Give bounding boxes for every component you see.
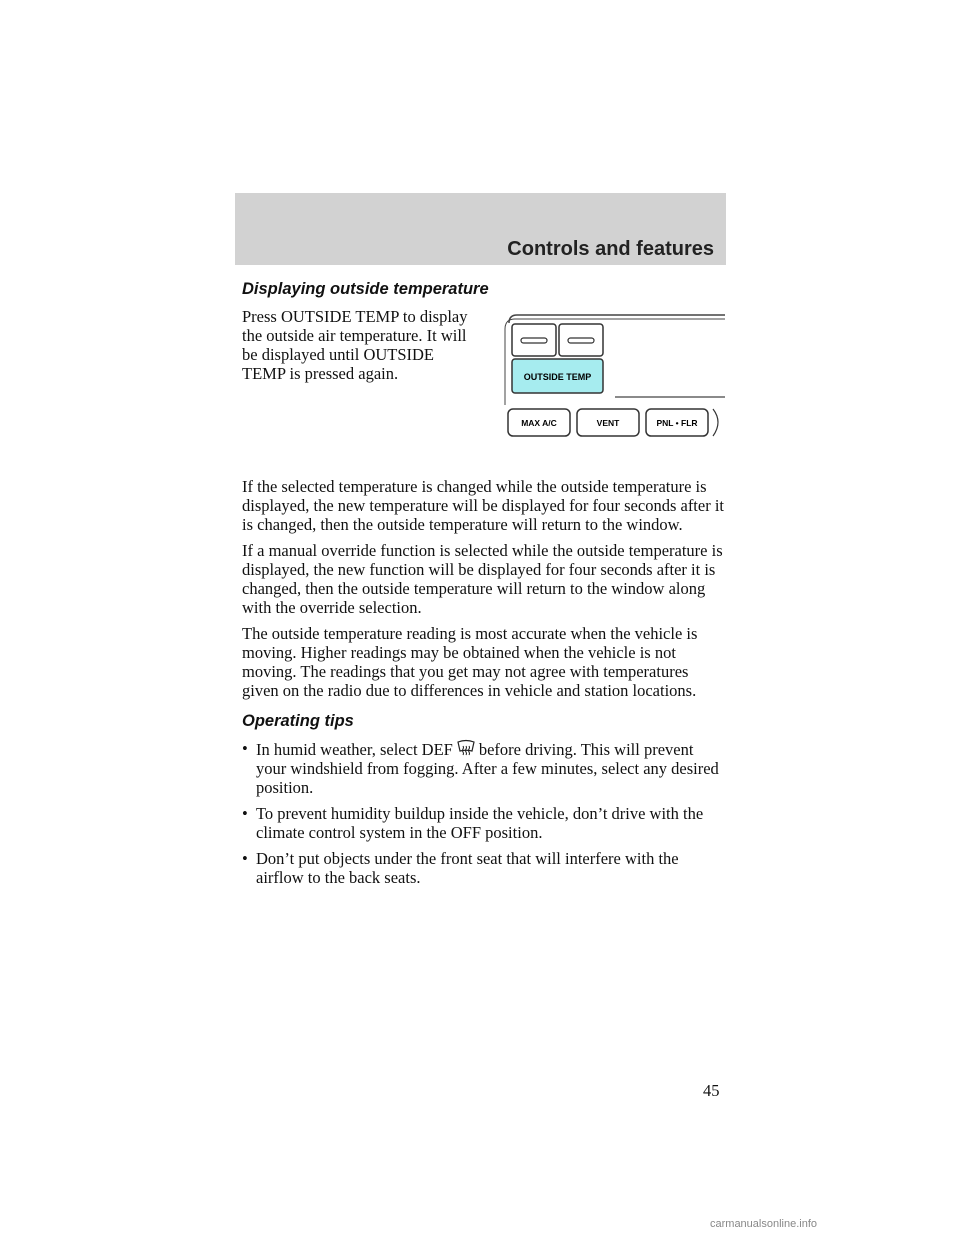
tip1-text-before: In humid weather, select DEF — [256, 740, 453, 759]
max-ac-label: MAX A/C — [521, 418, 557, 428]
paragraph-manual-override: If a manual override function is selected while the outside temperature is displayed, the new function will be displayed for four seconds after it is changed, then the outside temperature will return to the window along with the override selection. — [242, 541, 723, 617]
pnl-flr-label: PNL • FLR — [656, 418, 698, 428]
tip1-text-after: before driving. This will prevent your windshield from fogging. After a few minutes, select any desired position. — [256, 740, 719, 797]
paragraph-temp-change: If the selected temperature is changed while the outside temperature is displayed, the new temperature will be displayed for four seconds after it is changed, then the outside temperature will return to the window. — [242, 477, 725, 534]
outside-temp-label: OUTSIDE TEMP — [523, 372, 592, 382]
bullet: • — [242, 739, 248, 758]
section-header-band — [235, 193, 726, 265]
windshield-defrost-icon — [456, 739, 476, 757]
tip2-text: To prevent humidity buildup inside the vehicle, don’t drive with the climate control system in the OFF position. — [256, 804, 704, 842]
list-item — [242, 739, 727, 797]
vent-label: VENT — [596, 418, 620, 428]
climate-control-illustration — [495, 305, 725, 445]
page-number: 45 — [703, 1081, 720, 1100]
list-item — [242, 804, 727, 842]
upper-left-button — [512, 324, 556, 356]
list-item — [242, 849, 727, 887]
tips-list — [242, 739, 727, 887]
heading-operating-tips: Operating tips — [242, 712, 354, 730]
upper-right-button — [559, 324, 603, 356]
paragraph-accuracy: The outside temperature reading is most accurate when the vehicle is moving. Higher readings may be obtained when the vehicle is not moving. The readings that you get may not agree with temperatures given on the radio due to differences in vehicle and station locations. — [242, 624, 698, 700]
intro-paragraph: Press OUTSIDE TEMP to display the outside air temperature. It will be displayed until OUTSIDE TEMP is pressed again. — [242, 307, 468, 383]
footer-watermark: carmanualsonline.info — [710, 1218, 818, 1230]
section-title: Controls and features — [507, 238, 714, 260]
page-content — [242, 280, 727, 894]
bullet: • — [242, 804, 248, 823]
heading-outside-temperature: Displaying outside temperature — [242, 280, 489, 298]
bullet: • — [242, 849, 248, 868]
tip3-text: Don’t put objects under the front seat that will interfere with the airflow to the back seats. — [256, 849, 679, 887]
